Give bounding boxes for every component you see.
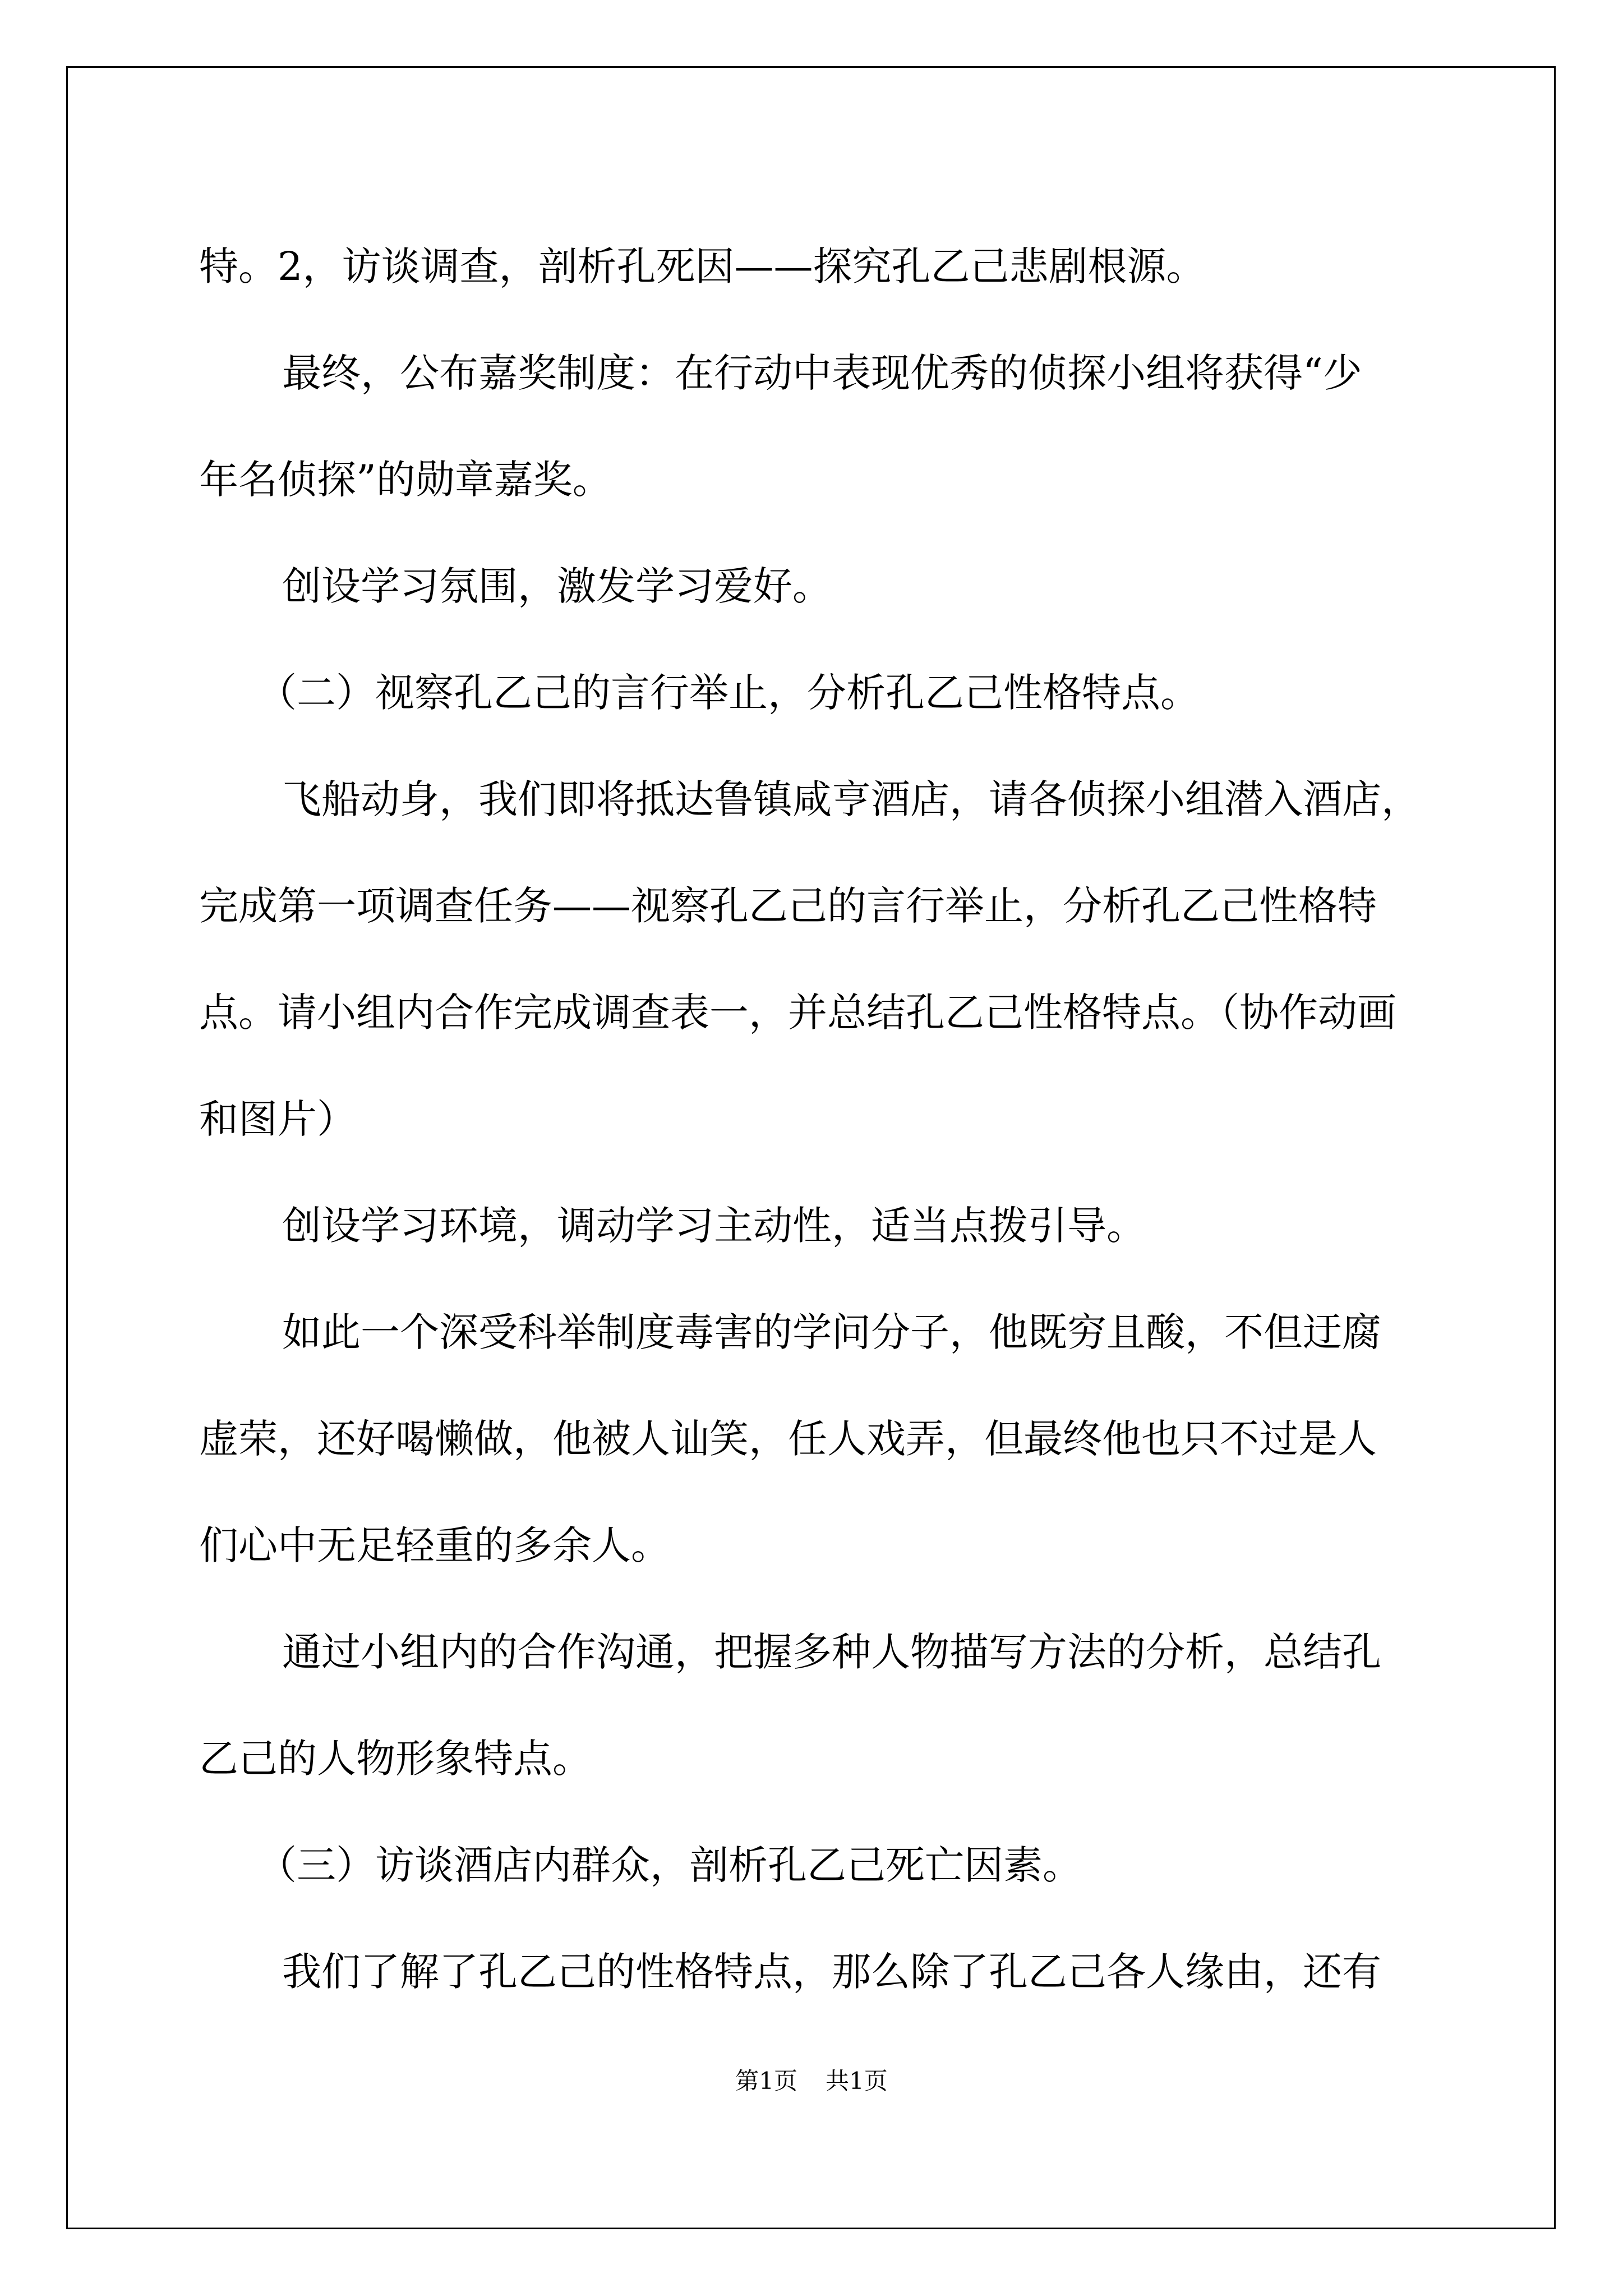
document-body <box>199 213 1422 2025</box>
text-line: 乙己的人物形象特点。 <box>199 1736 592 1782</box>
text-line: 创设学习环境，调动学习主动性，适当点拨引导。 <box>282 1203 1146 1249</box>
page-number-current: 第1页 <box>735 2067 797 2095</box>
text-line: 如此一个深受科举制度毒害的学问分子，他既穷且酸，不但迂腐 <box>282 1309 1381 1355</box>
text-line: 我们了解了孔乙己的性格特点，那么除了孔乙己各人缘由，还有 <box>282 1949 1381 1995</box>
text-line: 飞船动身，我们即将抵达鲁镇咸亨酒店，请各侦探小组潜入酒店， <box>282 776 1421 822</box>
text-line: 和图片） <box>199 1096 356 1142</box>
section-heading: （二）视察孔乙己的言行举止，分析孔乙己性格特点。 <box>257 670 1200 716</box>
text-line: 特。2，访谈调查，剖析孔死因——探究孔乙己悲剧根源。 <box>199 243 1206 289</box>
text-line: 完成第一项调查任务——视察孔乙己的言行举止，分析孔乙己性格特 <box>199 883 1377 929</box>
text-line: 最终，公布嘉奖制度：在行动中表现优秀的侦探小组将获得“少 <box>282 350 1362 396</box>
text-line: 年名侦探”的勋章嘉奖。 <box>199 457 612 503</box>
section-heading: （三）访谈酒店内群众，剖析孔乙己死亡因素。 <box>257 1842 1082 1888</box>
text-line: 们心中无足轻重的多余人。 <box>199 1522 670 1568</box>
text-line: 通过小组内的合作沟通，把握多种人物描写方法的分析，总结孔 <box>282 1629 1381 1675</box>
text-line: 虚荣，还好喝懒做，他被人讪笑，任人戏弄，但最终他也只不过是人 <box>199 1416 1377 1462</box>
text-line: 点。请小组内合作完成调查表一，并总结孔乙己性格特点。（协作动画 <box>199 990 1396 1036</box>
page-number-total: 共1页 <box>826 2067 888 2095</box>
page-footer <box>0 2064 1623 2098</box>
text-line: 创设学习氛围，激发学习爱好。 <box>282 563 832 609</box>
